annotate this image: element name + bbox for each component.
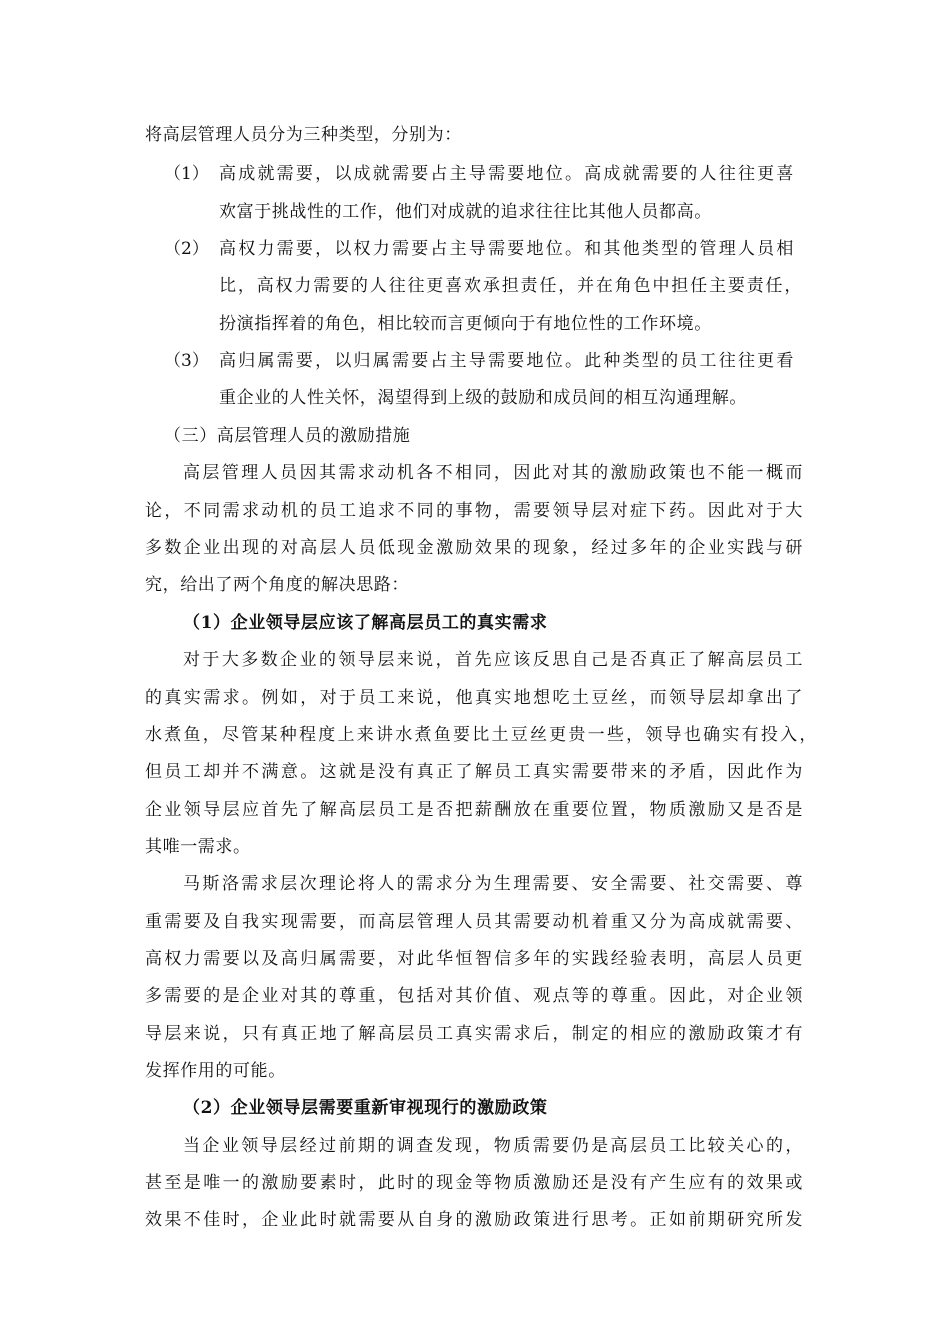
intro-line: 将高层管理人员分为三种类型，分别为：	[145, 125, 462, 145]
subheading: （2）企业领导层需要重新审视现行的激励政策	[183, 1098, 548, 1118]
paragraph-line: 高权力需要以及高归属需要，对此华恒智信多年的实践经验表明，高层人员更	[145, 949, 803, 969]
type-2-line: 扮演指挥着的角色，相比较而言更倾向于有地位性的工作环境。	[219, 314, 712, 334]
paragraph-line: 企业领导层应首先了解高层员工是否把薪酬放在重要位置，物质激励又是否是	[145, 800, 803, 820]
section-heading: （三）高层管理人员的激励措施	[164, 426, 411, 446]
paragraph-line: 的真实需求。例如，对于员工来说，他真实地想吃土豆丝，而领导层却拿出了	[145, 688, 803, 708]
paragraph-line: 究，给出了两个角度的解决思路：	[145, 575, 409, 595]
paragraph-line: 马斯洛需求层次理论将人的需求分为生理需要、安全需要、社交需要、尊	[183, 874, 803, 894]
paragraph-line: 多需要的是企业对其的尊重，包括对其价值、观点等的尊重。因此，对企业领	[145, 986, 803, 1006]
paragraph-line: 但员工却并不满意。这就是没有真正了解员工真实需要带来的矛盾，因此作为	[145, 762, 803, 782]
paragraph-line: 其唯一需求。	[145, 837, 251, 857]
type-2-line: 比，高权力需要的人往往更喜欢承担责任，并在角色中担任主要责任，	[219, 276, 802, 296]
paragraph-line: 导层来说，只有真正地了解高层员工真实需求后，制定的相应的激励政策才有	[145, 1024, 803, 1044]
paragraph-line: 效果不佳时，企业此时就需要从自身的激励政策进行思考。正如前期研究所发	[145, 1210, 803, 1230]
paragraph-line: 多数企业出现的对高层人员低现金激励效果的现象，经过多年的企业实践与研	[145, 538, 803, 558]
type-1-number: （1）	[164, 164, 209, 184]
type-3-number: （3）	[164, 351, 209, 371]
paragraph-line: 发挥作用的可能。	[145, 1061, 286, 1081]
paragraph-line: 甚至是唯一的激励要素时，此时的现金等物质激励还是没有产生应有的效果或	[145, 1173, 803, 1193]
paragraph-line: 对于大多数企业的领导层来说，首先应该反思自己是否真正了解高层员工	[183, 650, 803, 670]
paragraph-line: 水煮鱼，尽管某种程度上来讲水煮鱼要比土豆丝更贵一些，领导也确实有投入，	[145, 725, 817, 745]
subheading: （1）企业领导层应该了解高层员工的真实需求	[183, 613, 548, 633]
type-2-number: （2）	[164, 239, 209, 259]
type-3-line: 重企业的人性关怀，渴望得到上级的鼓励和成员间的相互沟通理解。	[219, 388, 747, 408]
type-3-line: 高归属需要，以归属需要占主导需要地位。此种类型的员工往往更看	[219, 351, 794, 371]
paragraph-line: 当企业领导层经过前期的调查发现，物质需要仍是高层员工比较关心的，	[183, 1136, 803, 1156]
paragraph-line: 论，不同需求动机的员工追求不同的事物，需要领导层对症下药。因此对于大	[145, 501, 803, 521]
paragraph-line: 重需要及自我实现需要，而高层管理人员其需要动机着重又分为高成就需要、	[145, 912, 803, 932]
type-1-line: 高成就需要，以成就需要占主导需要地位。高成就需要的人往往更喜	[219, 164, 794, 184]
paragraph-line: 高层管理人员因其需求动机各不相同，因此对其的激励政策也不能一概而	[183, 463, 803, 483]
type-2-line: 高权力需要，以权力需要占主导需要地位。和其他类型的管理人员相	[219, 239, 794, 259]
type-1-line: 欢富于挑战性的工作，他们对成就的追求往往比其他人员都高。	[219, 202, 712, 222]
